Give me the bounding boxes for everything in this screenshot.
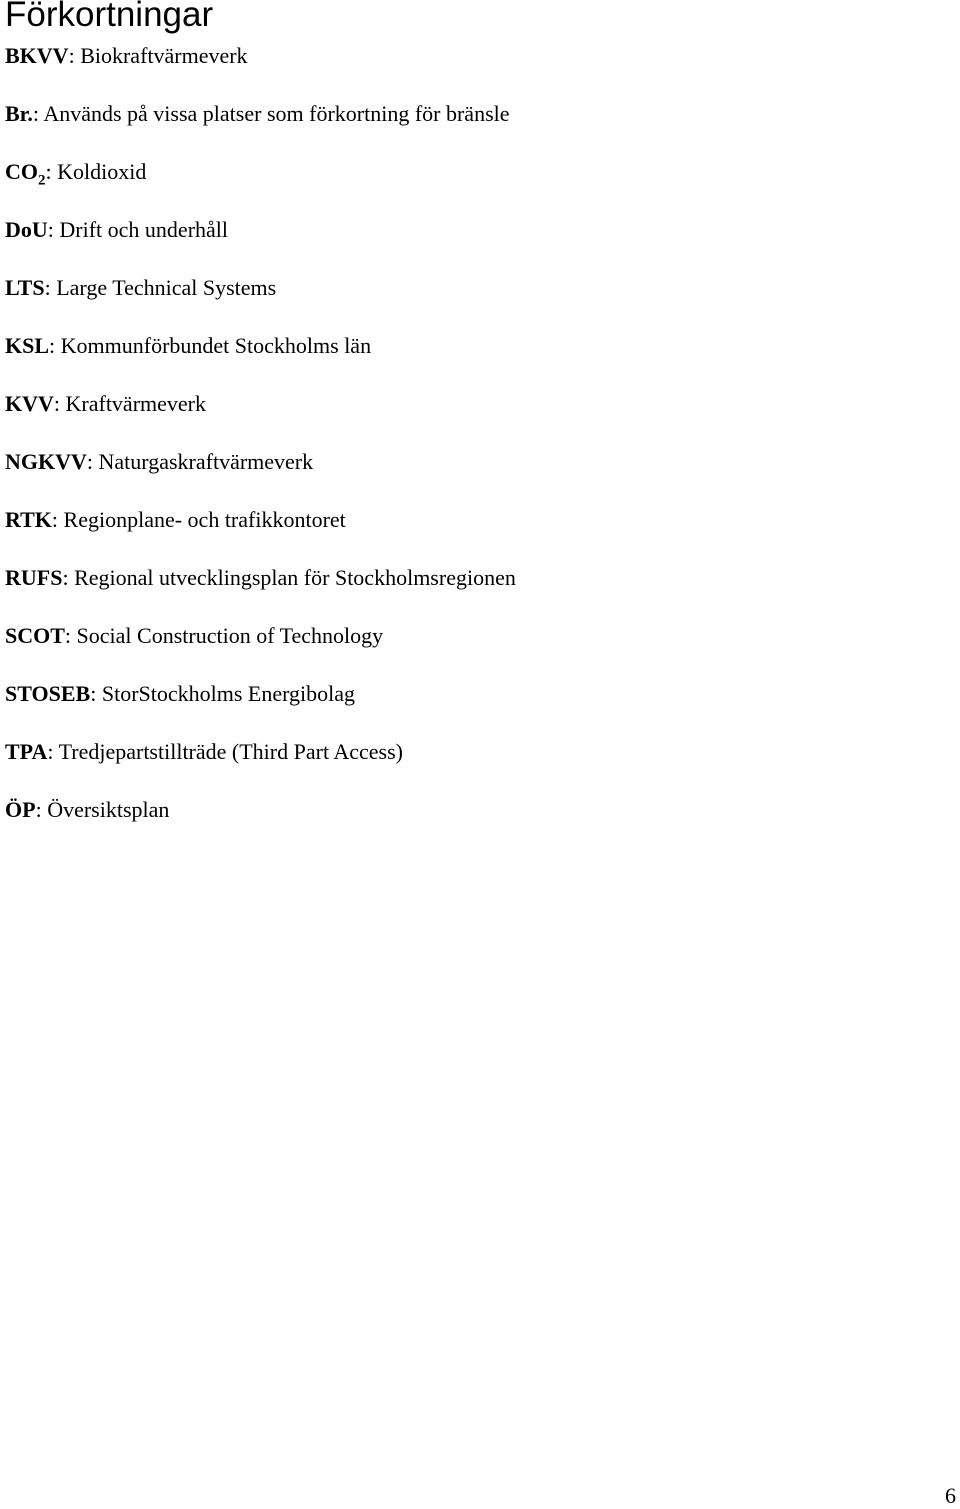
abbreviation-definition: Biokraftvärmeverk — [80, 43, 248, 68]
abbreviation-definition: Tredjepartstillträde (Third Part Access) — [58, 739, 403, 764]
abbreviation-separator: : — [32, 101, 44, 126]
abbreviation-item — [5, 98, 516, 156]
abbreviation-separator: : — [49, 333, 61, 358]
abbreviation-separator: : — [51, 507, 64, 532]
abbreviation-key: BKVV — [5, 43, 69, 68]
abbreviation-separator: : — [53, 391, 66, 416]
abbreviation-key: ÖP — [5, 797, 36, 822]
abbreviation-definition: Regionplane- och trafikkontoret — [63, 507, 346, 532]
abbreviation-separator: : — [47, 217, 60, 242]
abbreviation-definition: Kommunförbundet Stockholms län — [60, 333, 372, 358]
abbreviation-key: TPA — [5, 739, 48, 764]
abbreviation-key: Br. — [5, 101, 33, 126]
abbreviation-definition: Naturgaskraftvärmeverk — [98, 449, 314, 474]
abbreviation-item — [5, 330, 516, 388]
abbreviation-item — [5, 504, 516, 562]
abbreviation-separator: : — [64, 623, 77, 648]
abbreviation-definition: Regional utvecklingsplan för Stockholmsregionen — [74, 565, 516, 590]
abbreviation-key: STOSEB — [5, 681, 91, 706]
abbreviation-key: KSL — [5, 333, 50, 358]
abbreviation-item — [5, 214, 516, 272]
abbreviation-item — [5, 562, 516, 620]
abbreviation-separator: : — [35, 797, 48, 822]
abbreviation-item — [5, 156, 516, 214]
abbreviation-key — [5, 159, 46, 189]
abbreviation-item — [5, 40, 516, 98]
abbreviation-item — [5, 736, 516, 794]
abbreviation-item — [5, 446, 516, 504]
abbreviation-definition: Social Construction of Technology — [76, 623, 384, 648]
abbreviation-item — [5, 272, 516, 330]
abbreviation-key-subscript: 2 — [38, 172, 46, 189]
page-title: Förkortningar — [5, 0, 214, 34]
abbreviation-definition: Large Technical Systems — [56, 275, 277, 300]
abbreviation-separator: : — [68, 43, 81, 68]
abbreviation-separator: : — [45, 159, 58, 184]
abbreviation-definition: Översiktsplan — [47, 797, 170, 822]
abbreviation-key: RTK — [5, 507, 52, 532]
abbreviation-definition: Kraftvärmeverk — [65, 391, 206, 416]
abbreviation-key: RUFS — [5, 565, 63, 590]
abbreviation-item — [5, 678, 516, 736]
abbreviation-list — [5, 40, 516, 852]
page-number: 6 — [945, 1483, 956, 1508]
abbreviation-definition: Drift och underhåll — [59, 217, 229, 242]
abbreviation-key-base: CO — [5, 159, 38, 184]
abbreviation-separator: : — [44, 275, 57, 300]
abbreviation-item — [5, 620, 516, 678]
abbreviation-key: LTS — [5, 275, 45, 300]
abbreviation-item — [5, 794, 516, 852]
abbreviation-definition: Koldioxid — [57, 159, 147, 184]
abbreviation-key: NGKVV — [5, 449, 87, 474]
abbreviation-separator: : — [62, 565, 75, 590]
abbreviation-key: SCOT — [5, 623, 65, 648]
abbreviation-separator: : — [90, 681, 102, 706]
abbreviation-key: KVV — [5, 391, 54, 416]
abbreviation-item — [5, 388, 516, 446]
abbreviation-key: DoU — [5, 217, 48, 242]
abbreviation-separator: : — [47, 739, 59, 764]
abbreviation-separator: : — [86, 449, 99, 474]
abbreviation-definition: StorStockholms Energibolag — [101, 681, 356, 706]
abbreviation-definition: Används på vissa platser som förkortning för bränsle — [43, 101, 510, 126]
